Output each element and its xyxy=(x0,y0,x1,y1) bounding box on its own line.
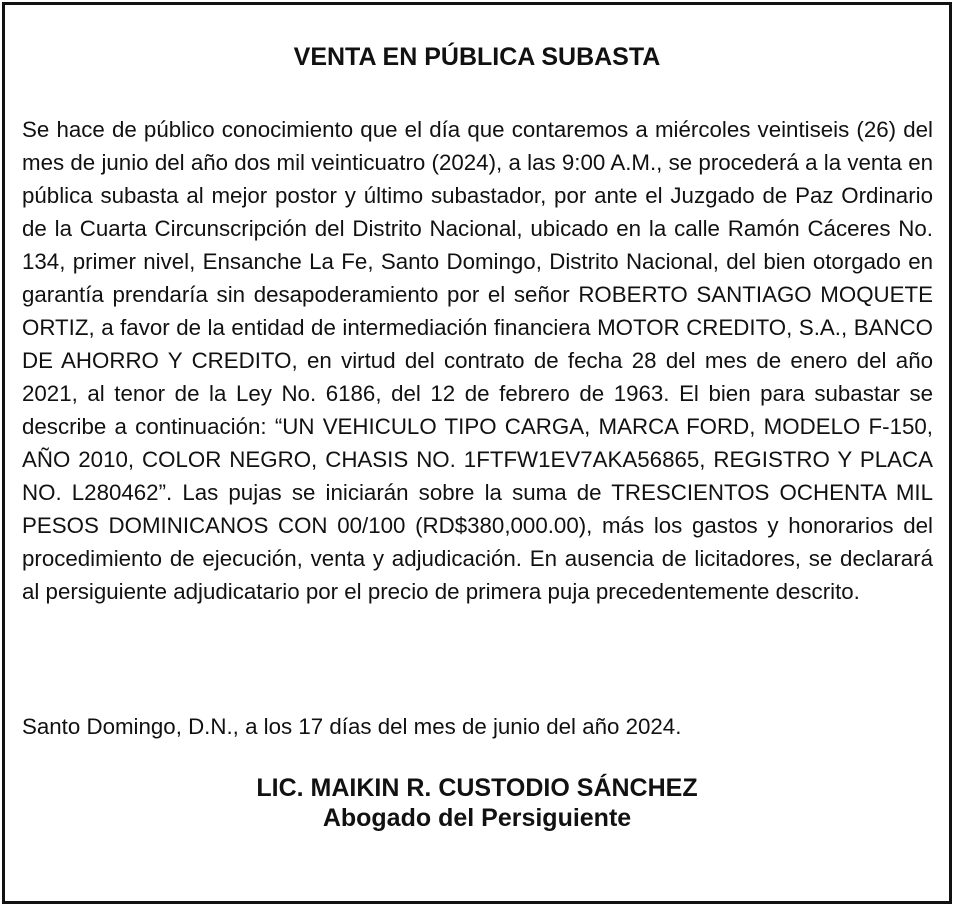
legal-notice-frame xyxy=(2,2,952,904)
notice-date-line: Santo Domingo, D.N., a los 17 días del mes de junio del año 2024. xyxy=(22,714,682,739)
signature-block xyxy=(5,773,949,833)
signer-name: LIC. MAIKIN R. CUSTODIO SÁNCHEZ xyxy=(256,774,698,802)
notice-title: VENTA EN PÚBLICA SUBASTA xyxy=(293,43,661,71)
notice-body: Se hace de público conocimiento que el día que contaremos a miércoles veintiseis (26) del mes de junio del año dos mil veinticuatro (2024), a las 9:00 A.M., se procederá a la venta en pública subasta al mejor postor y último subastador, por ante el Juzgado de Paz Ordinario de la Cuarta Circunscripción del Distrito Nacional, ubicado en la calle Ramón Cáceres No. 134, primer nivel, Ensanche La Fe, Santo Domingo, Distrito Nacional, del bien otorgado en garantía prendaría sin desapoderamiento por el señor ROBERTO SANTIAGO MOQUETE ORTIZ, a favor de la entidad de intermediación financiera MOTOR CREDITO, S.A., BANCO DE AHORRO Y CREDITO, en virtud del contrato de fecha 28 del mes de enero del año 2021, al tenor de la Ley No. 6186, del 12 de febrero de 1963. El bien para subastar se describe a continuación: “UN VEHICULO TIPO CARGA, MARCA FORD, MODELO F-150, AÑO 2010, COLOR NEGRO, CHASIS NO. 1FTFW1EV7AKA56865, REGISTRO Y PLACA NO. L280462”. Las pujas se iniciarán sobre la suma de TRESCIENTOS OCHENTA MIL PESOS DOMINICANOS CON 00/100 (RD$380,000.00), más los gastos y honorarios del procedimiento de ejecución, venta y adjudicación. En ausencia de licitadores, se declarará al persiguiente adjudicatario por el precio de primera puja precedentemente descrito. xyxy=(22,117,933,604)
signer-role: Abogado del Persiguiente xyxy=(322,804,632,832)
